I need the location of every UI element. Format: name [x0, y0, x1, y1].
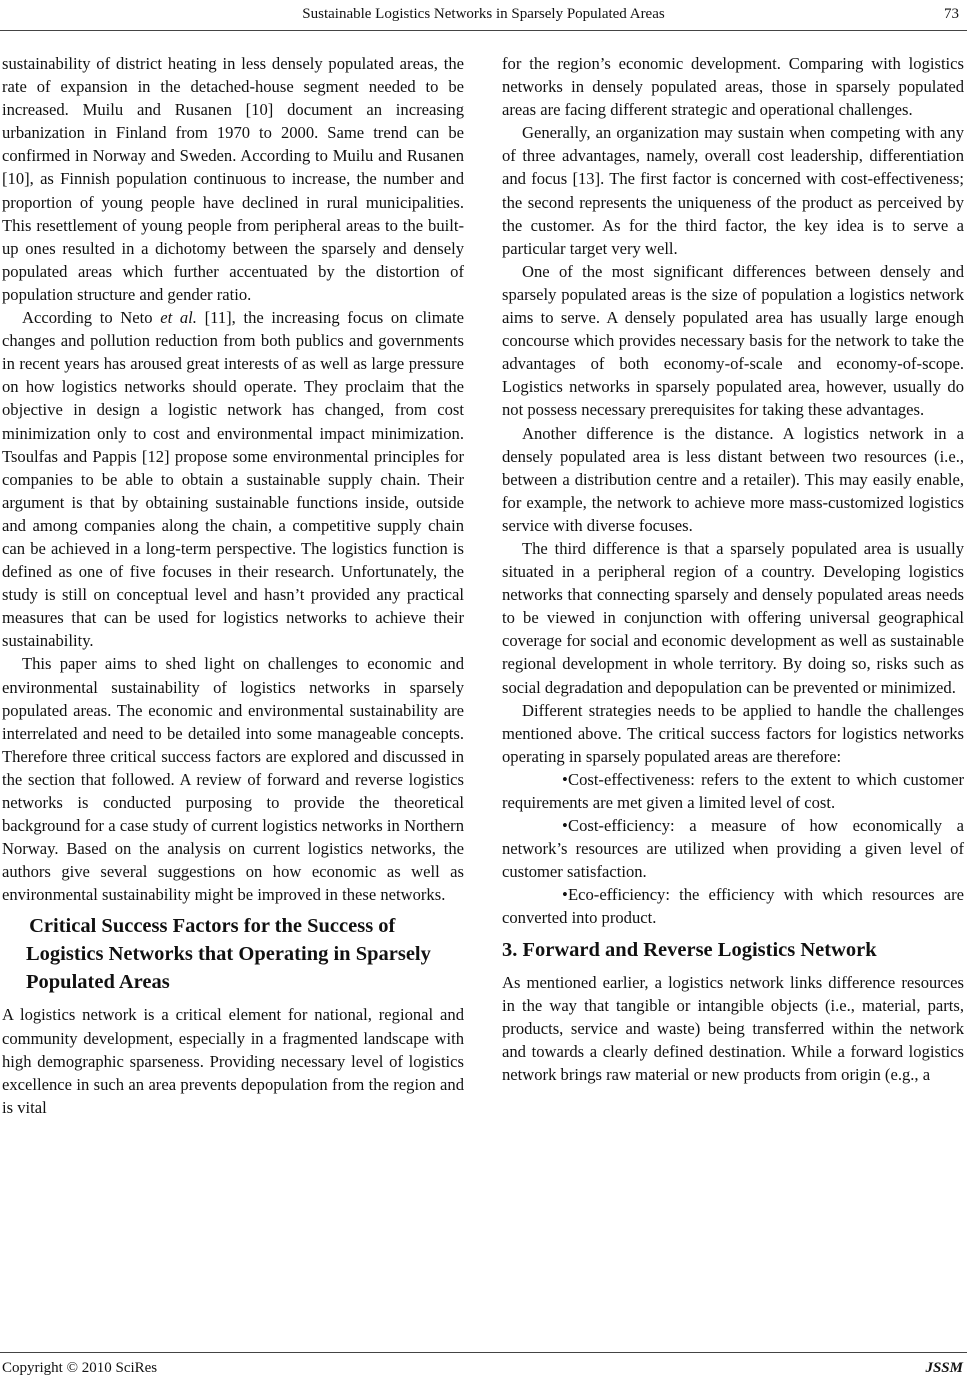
paragraph — [2, 306, 464, 652]
paragraph: sustainability of district heating in less densely populated areas, the rate of expansion in the detached-house segment needed to be increased. Muilu and Rusanen [10] document an increasing urbanization in Finland from 1970 to 2000. Same trend can be confirmed in Norway and Sweden. According to Muilu and Rusanen [10], as Finnish population continuous to increase, the number and proportion of young people have declined in rural municipalities. This resettlement of young people from peripheral areas to the built-up ones resulted in a dichotomy between the sparsely and densely populated areas which further accentuated by the distortion of population structure and gender ratio. — [2, 54, 464, 304]
bullet-icon: • — [562, 769, 568, 789]
section-title: Critical Success Factors for the Success of Logistics Networks that Operating in Sparsely Populated Areas — [26, 915, 431, 994]
running-title: Sustainable Logistics Networks in Sparsely Populated Areas — [302, 6, 665, 22]
bullet-text: Cost-efficiency: a measure of how economically a network’s resources are utilized when providing a given level of customer satisfaction. — [502, 816, 964, 882]
paragraph: A logistics network is a critical element for national, regional and community development, especially in a fragmented landscape with high demographic sparseness. Providing necessary level of logistics excellence in such an area prevents depopulation from the region and is vital — [2, 1005, 464, 1117]
text-run: According to Neto — [22, 308, 161, 328]
header-rule — [0, 30, 967, 31]
paragraph: This paper aims to shed light on challenges to economic and environmental sustainability of logistics networks in sparsely populated areas. The economic and environmental sustainability are interrelated and need to be detailed into some manageable concepts. Therefore three critical success factors are explored and discussed in the section that followed. A review of forward and reverse logistics networks is conducted purposing to provide the theoretical background for a case study of current logistics networks in Northern Norway. Based on the analysis on current logistics networks, the authors give several suggestions on how economic as well as environmental sustainability might be improved in these networks. — [2, 654, 464, 905]
paragraph: The third difference is that a sparsely populated area is usually situated in a peripheral region of a country. Developing logistics networks that connecting sparsely and densely populated areas needs to be viewed in conjunction with offering universal geographical coverage for social and economic development as well as sustainable regional development in whole territory. By doing so, risks such as social degradation and depopulation can be prevented or minimized. — [502, 538, 964, 697]
section-number: 3. — [502, 938, 518, 961]
paragraph: One of the most significant differences between densely and sparsely populated areas is the size of population a logistics network aims to serve. A densely populated area has usually large enough concourse which provides necessary basis for the network to take the advantages of both economy-of-scale and economy-of-scope. Logistics networks in sparsely populated area, however, usually do not possess necessary prerequisites for taking these advantages. — [502, 261, 964, 420]
italic-text: et al. — [160, 308, 197, 328]
paragraph: As mentioned earlier, a logistics network links difference resources in the way that tangible or intangible objects (i.e., material, parts, products, service and waste) being transferred within the network and towards a clearly defined destination. While a forward logistics network brings raw material or new products from origin (e.g., a — [502, 972, 964, 1084]
paragraph: Different strategies needs to be applied to handle the challenges mentioned above. The critical success factors for logistics networks operating in sparsely populated areas are therefore: — [502, 700, 964, 766]
bullet-text: Eco-efficiency: the efficiency with which resources are converted into product. — [502, 885, 964, 928]
bullet-text: Cost-effectiveness: refers to the extent to which customer requirements are met given a limited level of cost. — [502, 769, 964, 812]
paragraph: Another difference is the distance. A logistics network in a densely populated area is less distant between two resources (i.e., between a distribution centre and a retailer). This may easily enable, for example, the network to achieve more mass-customized logistics service with diverse focuses. — [502, 423, 964, 535]
bullet-item — [502, 883, 964, 929]
bullet-icon: • — [562, 816, 568, 836]
text-run: [11], the increasing focus on climate changes and pollution reduction from both publics and governments in recent years has aroused great interests of as well as large pressure on how logistics networks should operate. They proclaim that the objective in design a logistic network has changed, from cost minimization only to cost and environmental impact minimization. Tsoulfas and Pappis [12] propose some environmental principles for companies to be able to obtain a sustainable supply chain. Their argument is that by obtaining sustainable functions inside, outside and among companies along the chain, a competitive supply chain can be achieved in a long-term perspective. The logistics function is defined as one of five focuses in their research. Unfortunately, the study is still on conceptual level and hasn’t provided any practical measures that can be used for logistics networks to achieve their sustainability. — [2, 308, 465, 651]
paragraph: for the region’s economic development. Comparing with logistics networks in densely populated areas, those in sparsely populated areas are facing different strategic and operational challenges. — [502, 54, 964, 120]
section-heading-3 — [502, 936, 964, 964]
bullet-item — [502, 814, 964, 883]
right-column — [502, 52, 964, 1086]
page-header — [0, 6, 967, 32]
section-title: Forward and Reverse Logistics Network — [522, 938, 877, 961]
page-number: 73 — [944, 6, 959, 22]
left-column — [2, 52, 464, 1119]
footer-rule — [0, 1352, 967, 1353]
section-number — [2, 912, 24, 940]
journal-abbreviation: JSSM — [925, 1360, 963, 1376]
section-heading-2 — [2, 912, 464, 996]
copyright-notice: Copyright © 2010 SciRes — [2, 1360, 158, 1376]
page-footer — [0, 1360, 967, 1382]
bullet-item — [502, 768, 964, 814]
paragraph: Generally, an organization may sustain when competing with any of three advantages, namely, overall cost leadership, differentiation and focus [13]. The first factor is concerned with cost-effectiveness; the second represents the uniqueness of the product as perceived by the customer. As for the third factor, the key idea is to serve a particular target very well. — [502, 123, 964, 258]
bullet-icon: • — [562, 885, 568, 905]
